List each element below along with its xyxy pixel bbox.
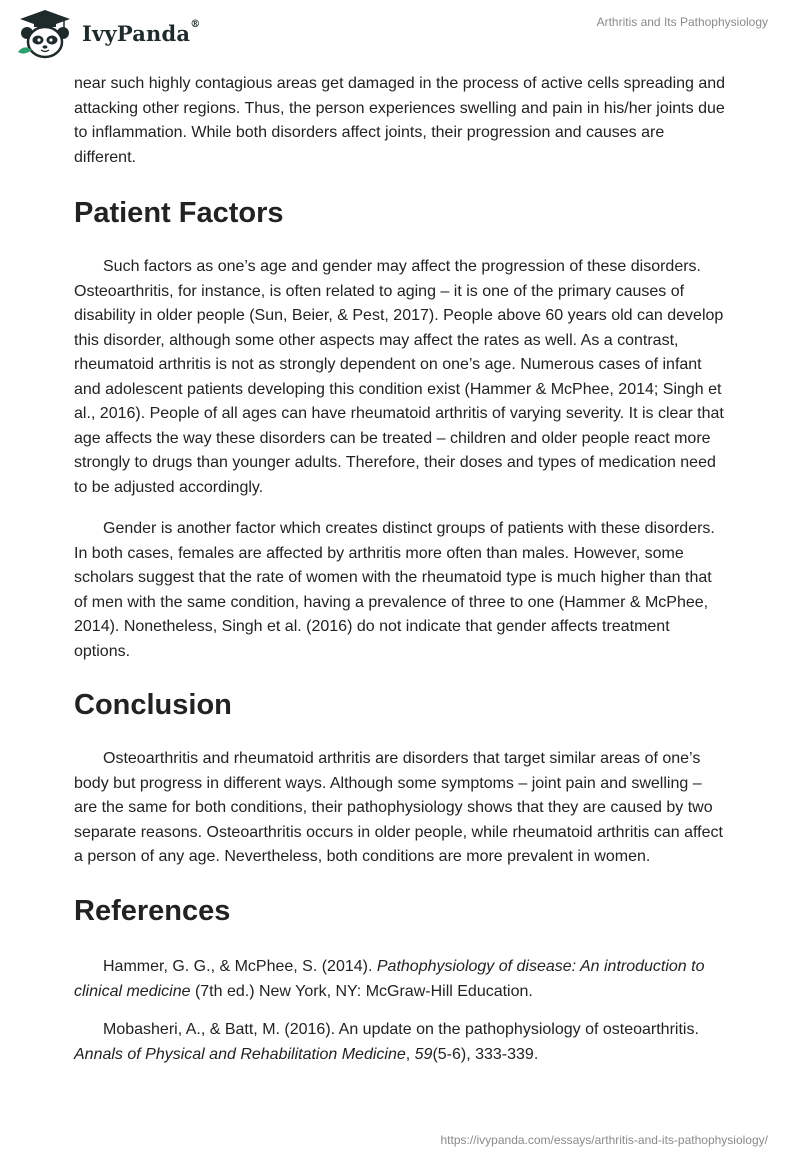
intro-paragraph: near such highly contagious areas get damaged in the process of active cells spreading and attacking other regions. Thus, the person experiences swelling and pain in his/her joints due to inflammation. While both disorders affect joints, their progression and causes are different.	[74, 75, 726, 166]
section-heading-conclusion: Conclusion	[74, 689, 232, 721]
reference-entry: Mobasheri, A., & Batt, M. (2016). An update on the pathophysiology of osteoarthritis. Annals of Physical and Rehabilitation Medicine, 59(5-6), 333-339.	[74, 1020, 699, 1063]
source-url-link[interactable]: https://ivypanda.com/essays/arthritis-and-its-pathophysiology/	[440, 1133, 768, 1147]
section-heading-patient-factors: Patient Factors	[74, 197, 284, 229]
patient-factors-paragraph-1: Such factors as one’s age and gender may affect the progression of these disorders. Osteoarthritis, for instance, is often related to aging – it is one of the primary causes of disability in older people (Sun, Beier, & Pest, 2017). People above 60 years old can develop this disorder, although some other aspects may affect the rates as well. As a contrast, rheumatoid arthritis is not as strongly dependent on one’s age. Numerous cases of infant and adolescent patients developing this condition exist (Hammer & McPhee, 2014; Singh et al., 2016). People of all ages can have rheumatoid arthritis of varying severity. It is clear that age affects the way these disorders can be treated – children and older people react more strongly to drugs than younger adults. Therefore, their doses and types of medication need to be adjusted accordingly.	[74, 258, 724, 496]
document-title: Arthritis and Its Pathophysiology	[596, 15, 768, 29]
brand-name: IvyPanda®	[82, 19, 201, 46]
section-heading-references: References	[74, 894, 231, 927]
conclusion-paragraph: Osteoarthritis and rheumatoid arthritis are disorders that target similar areas of one’s body but progress in different ways. Although some symptoms – joint pain and swelling – are the same for both conditions, their pathophysiology shows that they are caused by two separate reasons. Osteoarthritis occurs in older people, while rheumatoid arthritis can affect a person of any age. Nevertheless, both conditions are more prevalent in women.	[74, 750, 723, 865]
essay-content	[74, 72, 726, 1067]
panda-graduate-icon	[14, 8, 76, 62]
patient-factors-paragraph-2: Gender is another factor which creates distinct groups of patients with these disorders. In both cases, females are affected by arthritis more often than males. However, some scholars suggest that the rate of women with the rheumatoid type is much higher than that of men with the same condition, having a prevalence of three to one (Hammer & McPhee, 2014). Nonetheless, Singh et al. (2016) do not indicate that gender affects treatment options.	[74, 520, 715, 660]
reference-entry: Hammer, G. G., & McPhee, S. (2014). Pathophysiology of disease: An introduction to clinical medicine (7th ed.) New York, NY: McGraw-Hill Education.	[74, 957, 705, 1000]
ivypanda-logo[interactable]	[14, 8, 204, 62]
page-header	[0, 0, 800, 70]
